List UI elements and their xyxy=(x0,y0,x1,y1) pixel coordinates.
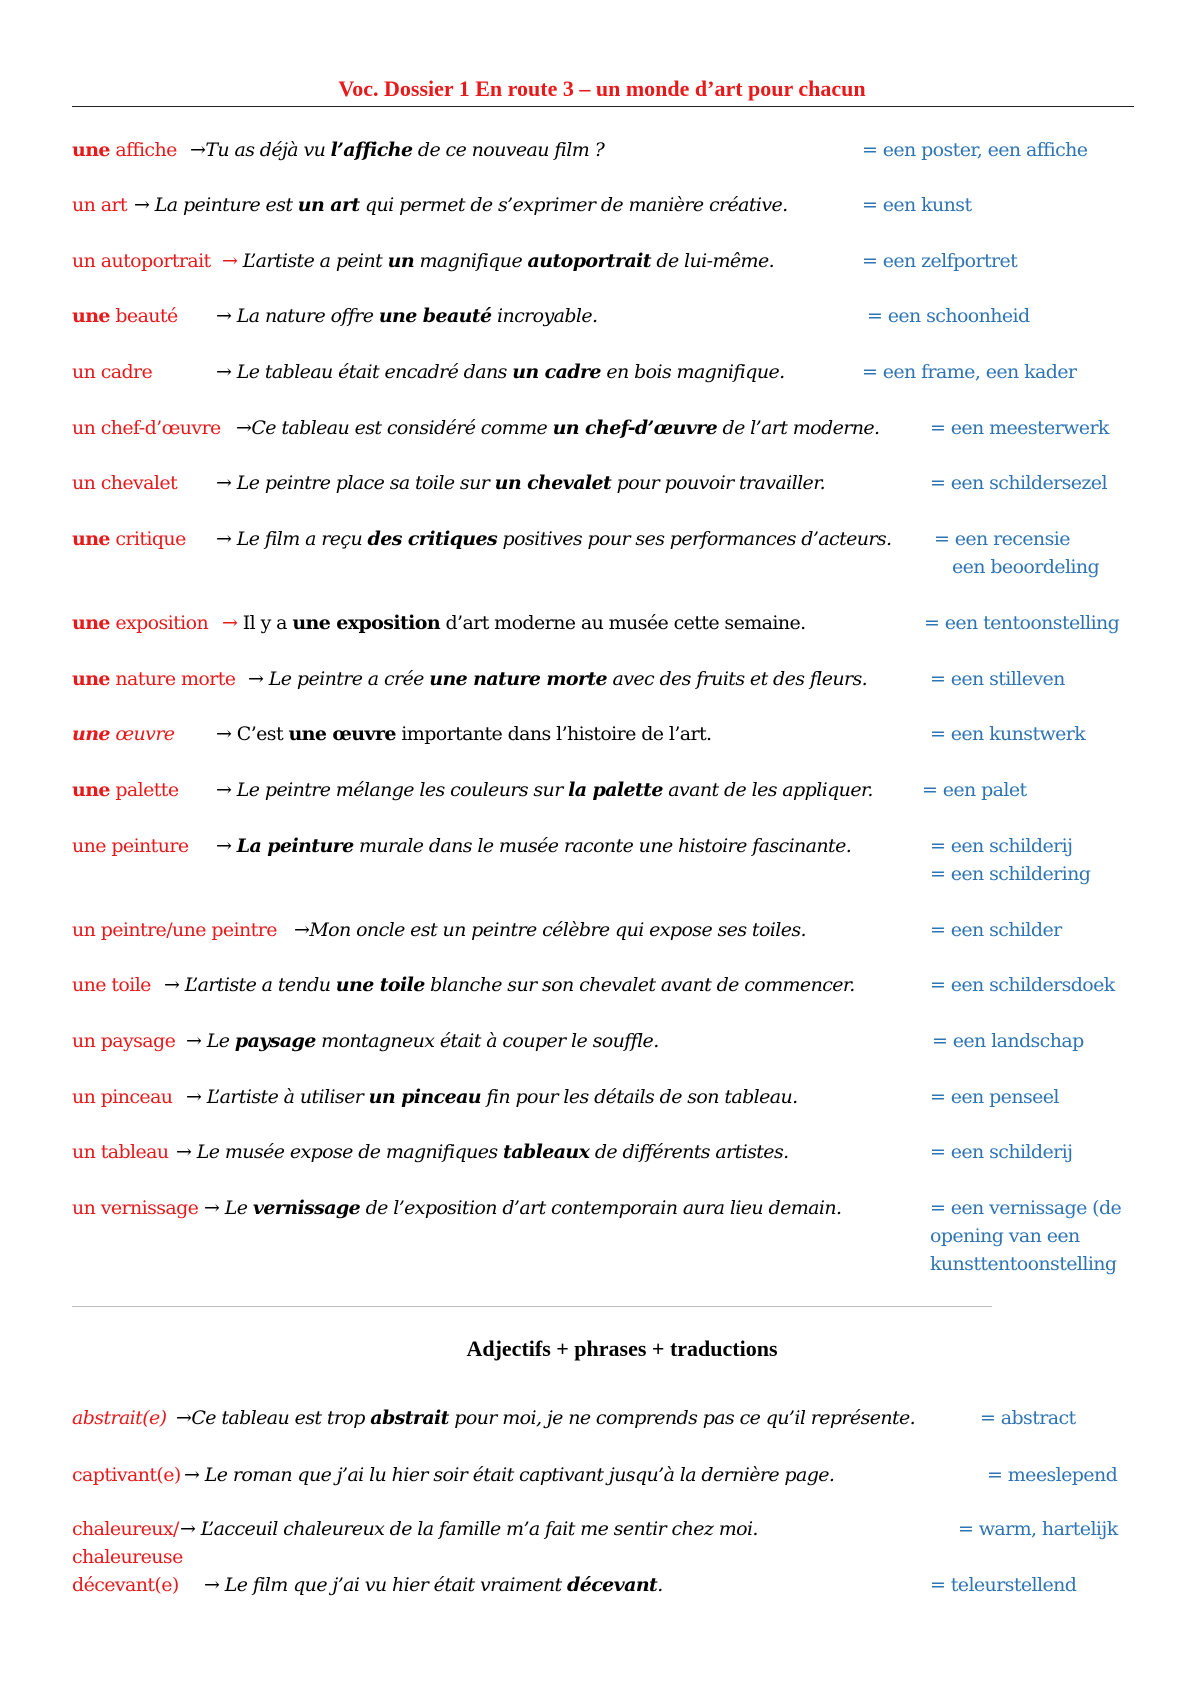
adjective-row xyxy=(72,1404,1142,1434)
vocab-term: une critique xyxy=(72,528,186,550)
vocab-term: un tableau xyxy=(72,1141,169,1163)
translation: = een poster, een affiche xyxy=(862,139,1088,161)
translation: = een schilderij = een schildering xyxy=(930,835,1091,885)
arrow-icon: → xyxy=(216,835,232,857)
vocab-term: une beauté xyxy=(72,305,178,327)
vocab-term: un pinceau xyxy=(72,1086,173,1108)
arrow-icon: → xyxy=(216,779,232,801)
arrow-icon: → xyxy=(184,1464,200,1486)
vocab-row xyxy=(72,1194,1142,1284)
vocab-row xyxy=(72,1138,1142,1168)
article-bold: une xyxy=(72,139,110,161)
example-sentence: → La peinture murale dans le musée raconte une histoire fascinante. xyxy=(216,835,852,857)
translation: = een zelfportret xyxy=(862,250,1018,272)
vocab-term: une palette xyxy=(72,779,179,801)
arrow-icon: → xyxy=(176,1141,192,1163)
vocab-row xyxy=(72,247,1142,277)
example-sentence: → Le film a reçu des critiques positives pour ses performances d’acteurs. xyxy=(216,528,892,550)
article-bold: une xyxy=(72,305,110,327)
example-sentence: →Ce tableau est considéré comme un chef-d’œuvre de l’art moderne. xyxy=(236,417,880,439)
example-sentence: → Le film que j’ai vu hier était vraiment décevant. xyxy=(204,1574,663,1596)
translation: = een recensie een beoordeling xyxy=(934,528,1100,578)
title-underline xyxy=(72,106,1134,107)
translation: = een schilderij xyxy=(930,1141,1073,1163)
vocab-term: un paysage xyxy=(72,1030,176,1052)
vocab-row xyxy=(72,1083,1142,1113)
vocab-term: un chevalet xyxy=(72,472,178,494)
arrow-icon: → xyxy=(248,668,264,690)
translation: = een stilleven xyxy=(930,668,1065,690)
translation: = een kunst xyxy=(862,194,972,216)
example-sentence: → Le roman que j’ai lu hier soir était captivant jusqu’à la dernière page. xyxy=(184,1464,835,1486)
translation: = een frame, een kader xyxy=(862,361,1077,383)
translation: = een schoonheid xyxy=(867,305,1030,327)
example-sentence: → Le tableau était encadré dans un cadre en bois magnifique. xyxy=(216,361,785,383)
arrow-icon: → xyxy=(180,1518,196,1540)
example-sentence: → Il y a une exposition d’art moderne au musée cette semaine. xyxy=(222,612,806,634)
translation: = een schildersdoek xyxy=(930,974,1115,996)
example-sentence: → L’artiste a peint un magnifique autoportrait de lui-même. xyxy=(222,250,775,272)
translation: = een kunstwerk xyxy=(930,723,1086,745)
arrow-icon: → xyxy=(190,139,206,161)
translation: = een landschap xyxy=(932,1030,1084,1052)
arrow-icon: → xyxy=(236,417,252,439)
article-bold: une xyxy=(72,779,110,801)
vocab-term xyxy=(72,136,177,164)
arrow-icon: → xyxy=(222,612,238,634)
arrow-icon: → xyxy=(204,1197,220,1219)
vocab-row xyxy=(72,191,1142,221)
arrow-icon: → xyxy=(164,974,180,996)
vocab-row xyxy=(72,136,1142,166)
example-sentence: → L’acceuil chaleureux de la famille m’a fait me sentir chez moi. xyxy=(180,1518,758,1540)
term-word: affiche xyxy=(109,139,177,161)
example-sentence: → Le paysage montagneux était à couper le souffle. xyxy=(186,1030,659,1052)
example-sentence: → Le peintre mélange les couleurs sur la palette avant de les appliquer. xyxy=(216,779,873,801)
example-sentence: → La peinture est un art qui permet de s’exprimer de manière créative. xyxy=(134,194,788,216)
example-sentence: → C’est une œuvre importante dans l’histoire de l’art. xyxy=(216,723,712,745)
translation: = warm, hartelijk xyxy=(958,1518,1118,1540)
translation: = abstract xyxy=(980,1407,1076,1429)
vocab-row xyxy=(72,720,1142,750)
translation: = een schilder xyxy=(930,919,1062,941)
arrow-icon: → xyxy=(216,723,232,745)
arrow-icon: → xyxy=(216,305,232,327)
vocab-term: une exposition xyxy=(72,612,209,634)
vocab-row xyxy=(72,776,1142,806)
article-bold: une xyxy=(72,528,110,550)
arrow-icon: → xyxy=(186,1030,202,1052)
arrow-icon: → xyxy=(222,250,238,272)
vocab-row xyxy=(72,414,1142,444)
translation: = een schildersezel xyxy=(930,472,1107,494)
vocab-term: un cadre xyxy=(72,361,153,383)
adjective-term: abstrait(e) xyxy=(72,1407,167,1429)
adjective-row xyxy=(72,1515,1142,1571)
arrow-icon: → xyxy=(216,361,232,383)
example-sentence: →Tu as déjà vu l’affiche de ce nouveau film ? xyxy=(190,139,605,161)
adjective-term: chaleureux/ chaleureuse xyxy=(72,1518,183,1568)
vocab-term: une peinture xyxy=(72,835,189,857)
article-bold: une xyxy=(72,612,110,634)
vocab-term: une œuvre xyxy=(72,723,175,745)
adjective-row xyxy=(72,1461,1142,1491)
vocab-row xyxy=(72,469,1142,499)
vocab-row xyxy=(72,302,1142,332)
vocab-term: un vernissage xyxy=(72,1197,199,1219)
article-bold: une xyxy=(72,668,110,690)
arrow-icon: → xyxy=(216,528,232,550)
vocab-row xyxy=(72,665,1142,695)
vocab-term: un chef-d’œuvre xyxy=(72,417,221,439)
translation: = een vernissage (de opening van een kunsttentoonstelling xyxy=(930,1197,1122,1275)
example-sentence: → Le vernissage de l’exposition d’art contemporain aura lieu demain. xyxy=(204,1197,842,1219)
adjective-term: décevant(e) xyxy=(72,1574,179,1596)
vocab-row xyxy=(72,525,1142,585)
translation: = een penseel xyxy=(930,1086,1059,1108)
example-sentence: → Le peintre a crée une nature morte avec des fruits et des fleurs. xyxy=(248,668,868,690)
vocab-term: un art xyxy=(72,194,127,216)
vocab-row xyxy=(72,358,1142,388)
vocab-row xyxy=(72,609,1142,639)
section-title: Adjectifs + phrases + traductions xyxy=(466,1336,778,1361)
arrow-icon: → xyxy=(216,472,232,494)
vocab-term: un autoportrait xyxy=(72,250,211,272)
vocab-row xyxy=(72,971,1142,1001)
vocab-term: une toile xyxy=(72,974,151,996)
example-sentence: → L’artiste a tendu une toile blanche sur son chevalet avant de commencer. xyxy=(164,974,855,996)
example-sentence: → La nature offre une beauté incroyable. xyxy=(216,305,598,327)
example-sentence: → Le musée expose de magnifiques tableaux de différents artistes. xyxy=(176,1141,789,1163)
translation: = teleurstellend xyxy=(930,1574,1077,1596)
arrow-icon: → xyxy=(134,194,150,216)
arrow-icon: → xyxy=(176,1407,192,1429)
example-sentence: →Ce tableau est trop abstrait pour moi, je ne comprends pas ce qu’il représente. xyxy=(176,1407,916,1429)
arrow-icon: → xyxy=(186,1086,202,1108)
vocab-row xyxy=(72,916,1142,946)
section-divider xyxy=(72,1306,992,1307)
example-sentence: → Le peintre place sa toile sur un chevalet pour pouvoir travailler. xyxy=(216,472,826,494)
translation: = een tentoonstelling xyxy=(924,612,1120,634)
vocab-term: une nature morte xyxy=(72,668,236,690)
vocab-term: un peintre/une peintre xyxy=(72,919,277,941)
translation: = een meesterwerk xyxy=(930,417,1109,439)
translation: = meeslepend xyxy=(987,1464,1118,1486)
vocab-row xyxy=(72,1027,1142,1057)
example-sentence: → L’artiste à utiliser un pinceau fin pour les détails de son tableau. xyxy=(186,1086,798,1108)
vocab-row xyxy=(72,832,1142,892)
arrow-icon: → xyxy=(204,1574,220,1596)
article-bold: une xyxy=(72,723,110,745)
adjective-term: captivant(e) xyxy=(72,1464,181,1486)
translation: = een palet xyxy=(922,779,1027,801)
arrow-icon: → xyxy=(294,919,310,941)
example-sentence: →Mon oncle est un peintre célèbre qui expose ses toiles. xyxy=(294,919,806,941)
adjective-row xyxy=(72,1571,1142,1601)
page-title: Voc. Dossier 1 En route 3 – un monde d’art pour chacun xyxy=(338,76,866,101)
